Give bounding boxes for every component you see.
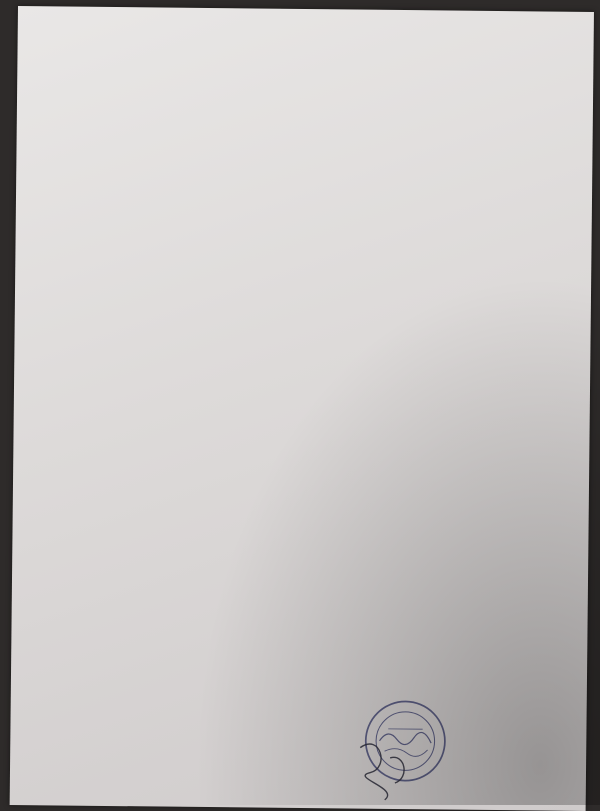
signature-block [80,717,561,778]
date-row [80,717,560,733]
doctor-row [80,755,560,771]
head-row [80,734,560,750]
document-body [88,35,568,51]
signature-scribble-icon [350,728,421,809]
document-page [10,6,594,811]
